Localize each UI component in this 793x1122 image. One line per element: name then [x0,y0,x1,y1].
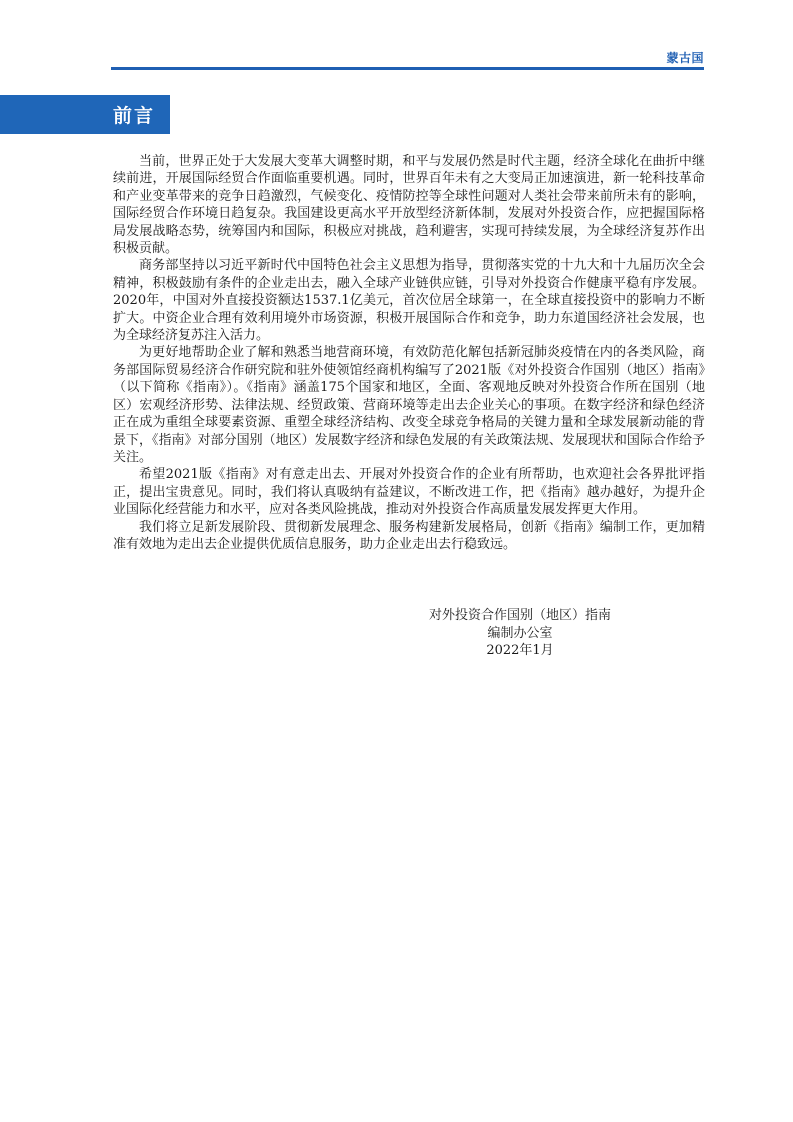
section-title: 前言 [113,105,156,127]
signature-organization: 对外投资合作国别（地区）指南 [428,608,611,623]
paragraph-1: 当前，世界正处于大发展大变革大调整时期，和平与发展仍然是时代主题，经济全球化在曲折中继续前进，开展国际经贸合作面临重要机遇。同时，世界百年未有之大变局正加速演进，新一轮科技革命和产业变革带来的竞争日趋激烈，气候变化、疫情防控等全球性问题对人类社会带来前所未有的影响，国际经贸合作环境日趋复杂。我国建设更高水平开放型经济新体制，发展对外投资合作，应把握国际格局发展战略态势，统筹国内和国际，积极应对挑战，趋利避害，实现可持续发展，为全球经济复苏作出积极贡献。 [113,154,705,257]
section-banner [0,95,170,134]
header-country-label: 蒙古国 [666,51,704,65]
paragraph-5: 我们将立足新发展阶段、贯彻新发展理念、服务构建新发展格局，创新《指南》编制工作，更加精准有效地为走出去企业提供优质信息服务，助力企业走出去行稳致远。 [113,519,705,552]
signature-date: 2022年1月 [486,643,554,658]
signature-block [380,607,660,660]
paragraph-3: 为更好地帮助企业了解和熟悉当地营商环境，有效防范化解包括新冠肺炎疫情在内的各类风险，商务部国际贸易经济合作研究院和驻外使领馆经商机构编写了2021版《对外投资合作国别（地区）指南》（以下简称《指南》）。《指南》涵盖175个国家和地区，全面、客观地反映对外投资合作所在国别（地区）宏观经济形势、法律法规、经贸政策、营商环境等走出去企业关心的事项。在数字经济和绿色经济正在成为重组全球要素资源、重塑全球经济结构、改变全球竞争格局的关键力量和全球发展新动能的背景下，《指南》对部分国别（地区）发展数字经济和绿色发展的有关政策法规、发展现状和国际合作给予关注。 [113,345,705,465]
header-divider [111,67,704,70]
preface-body [113,153,705,553]
paragraph-2: 商务部坚持以习近平新时代中国特色社会主义思想为指导，贯彻落实党的十九大和十九届历次全会精神，积极鼓励有条件的企业走出去，融入全球产业链供应链，引导对外投资合作健康平稳有序发展。2020年，中国对外直接投资额达1537.1亿美元，首次位居全球第一，在全球直接投资中的影响力不断扩大。中资企业合理有效利用境外市场资源，积极开展国际合作和竞争，助力东道国经济社会发展，也为全球经济复苏注入活力。 [113,258,705,344]
signature-office: 编制办公室 [487,625,553,641]
paragraph-4: 希望2021版《指南》对有意走出去、开展对外投资合作的企业有所帮助，也欢迎社会各界批评指正，提出宝贵意见。同时，我们将认真吸纳有益建议，不断改进工作，把《指南》越办越好，为提升企业国际化经营能力和水平，应对各类风险挑战，推动对外投资合作高质量发展发挥更大作用。 [113,467,705,518]
